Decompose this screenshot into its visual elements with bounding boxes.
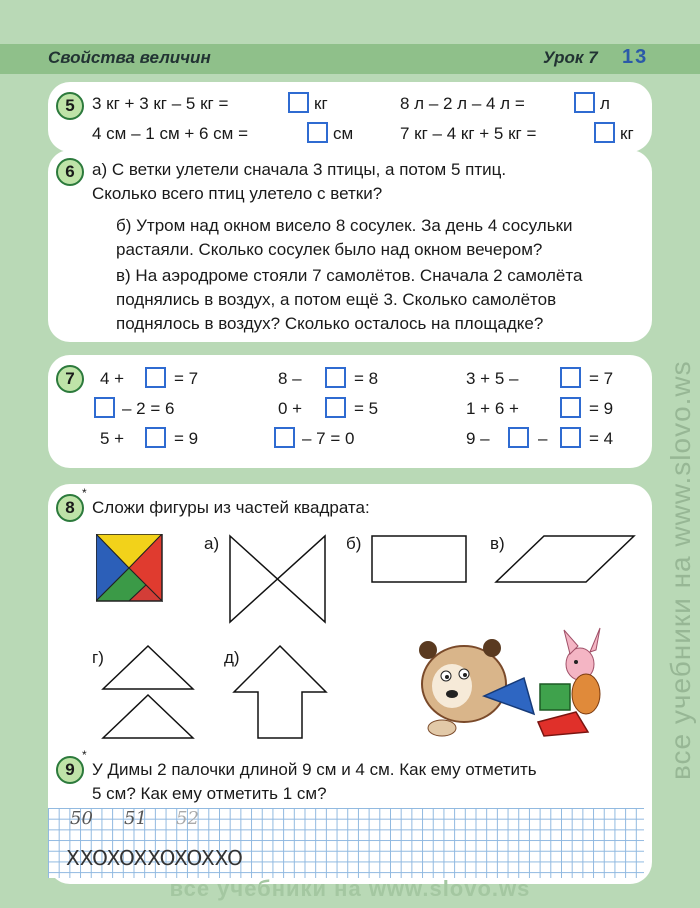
side-watermark-text: все учебники на www.slovo.ws: [665, 360, 696, 780]
t7-c1r2-right: – 2 = 6: [122, 399, 175, 418]
task-7-card: [48, 355, 652, 468]
task-5-card: [48, 82, 652, 152]
shape-label-d: д): [224, 648, 240, 667]
shape-a-bowtie: [228, 534, 328, 626]
t7-c1r3-right: = 9: [174, 429, 199, 448]
t7-c2r2-left: 0 +: [278, 399, 303, 418]
answer-box[interactable]: [594, 122, 615, 143]
t6-a-line-2: Сколько всего птиц улетело с ветки?: [92, 184, 383, 203]
t5-expr-4: 7 кг – 4 кг + 5 кг =: [400, 124, 537, 143]
answer-box[interactable]: [307, 122, 328, 143]
chapter-title: Свойства величин: [48, 48, 211, 67]
grid-writing-area[interactable]: [48, 808, 644, 878]
shape-g-triangles: [100, 644, 196, 742]
t5-expr-3: 4 см – 1 см + 6 см =: [92, 124, 249, 143]
shape-b-rectangle: [370, 534, 470, 584]
task-8-star: *: [82, 486, 87, 500]
t7-c1r1-right: = 7: [174, 369, 199, 388]
task-5-number: 5: [56, 92, 84, 120]
shape-label-a: а): [204, 534, 220, 553]
answer-box[interactable]: [274, 427, 295, 448]
task-6-number: 6: [56, 158, 84, 186]
task-6-card: [48, 150, 652, 342]
answer-box[interactable]: [94, 397, 115, 418]
answer-box[interactable]: [560, 397, 581, 418]
answer-box[interactable]: [325, 397, 346, 418]
t5-unit-2: л: [600, 94, 610, 113]
t8-instruction: Сложи фигуры из частей квадрата:: [92, 498, 370, 517]
handwritten-number-51: 51: [124, 808, 147, 829]
shape-label-g: г): [92, 648, 104, 667]
task-9-number: 9: [56, 756, 84, 784]
answer-box[interactable]: [508, 427, 529, 448]
task-7-number: 7: [56, 365, 84, 393]
t6-c-line-1: в) На аэродроме стояли 7 самолётов. Сначала 2 самолёта: [116, 266, 583, 285]
t7-c1r3-left: 5 +: [100, 429, 125, 448]
handwritten-number-50: 50: [70, 808, 93, 829]
answer-box[interactable]: [560, 427, 581, 448]
t7-c2r3-right: – 7 = 0: [302, 429, 355, 448]
t6-c-line-2: поднялись в воздух, а потом ещё 3. Сколько самолётов: [116, 290, 557, 309]
t7-c3r2-left: 1 + 6 +: [466, 399, 519, 418]
answer-box[interactable]: [145, 427, 166, 448]
answer-box[interactable]: [574, 92, 595, 113]
answer-box[interactable]: [288, 92, 309, 113]
t5-unit-4: кг: [620, 124, 634, 143]
tangram-square-icon: [96, 534, 163, 602]
shape-label-b: б): [346, 534, 362, 553]
chapter-header: [0, 44, 700, 74]
t9-line-1: У Димы 2 палочки длиной 9 см и 4 см. Как ему отметить: [92, 760, 537, 779]
t7-c3r3-right: = 4: [589, 429, 614, 448]
t7-c1r1-left: 4 +: [100, 369, 125, 388]
t7-c2r2-right: = 5: [354, 399, 379, 418]
t5-unit-3: см: [333, 124, 354, 143]
t6-c-line-3: поднялось в воздух? Сколько осталось на площадке?: [116, 314, 544, 333]
t7-c3r1-right: = 7: [589, 369, 614, 388]
shape-v-parallelogram: [494, 534, 636, 584]
t7-c3r2-right: = 9: [589, 399, 614, 418]
bottom-watermark: все учебники на www.slovo.ws: [169, 876, 531, 901]
bear-piglet-illustration: [412, 624, 608, 740]
lesson-label: Урок 7: [543, 48, 598, 67]
page-number: 13: [622, 46, 649, 68]
shape-label-v: в): [490, 534, 505, 553]
handwritten-pattern: XXOXOXXOXOXXO: [66, 846, 243, 870]
t7-c3r3-mid: –: [538, 429, 548, 448]
answer-box[interactable]: [325, 367, 346, 388]
handwritten-number-52: 52: [176, 808, 199, 829]
t6-b-line-2: растаяли. Сколько сосулек было над окном вечером?: [116, 240, 543, 259]
t5-unit-1: кг: [314, 94, 328, 113]
shape-d-arrow: [230, 644, 330, 740]
t6-b-line-1: б) Утром над окном висело 8 сосулек. За день 4 сосульки: [116, 216, 573, 235]
t7-c3r1-left: 3 + 5 –: [466, 369, 519, 388]
t9-line-2: 5 см? Как ему отметить 1 см?: [92, 784, 327, 803]
t5-expr-1: 3 кг + 3 кг – 5 кг =: [92, 94, 229, 113]
t7-c2r1-left: 8 –: [278, 369, 302, 388]
t6-a-line-1: а) С ветки улетели сначала 3 птицы, а потом 5 птиц.: [92, 160, 507, 179]
answer-box[interactable]: [145, 367, 166, 388]
task-8-number: 8: [56, 494, 84, 522]
t7-c3r3-left: 9 –: [466, 429, 490, 448]
t5-expr-2: 8 л – 2 л – 4 л =: [400, 94, 525, 113]
answer-box[interactable]: [560, 367, 581, 388]
task-9-star: *: [82, 748, 87, 762]
side-watermark: [665, 130, 700, 780]
t7-c2r1-right: = 8: [354, 369, 379, 388]
